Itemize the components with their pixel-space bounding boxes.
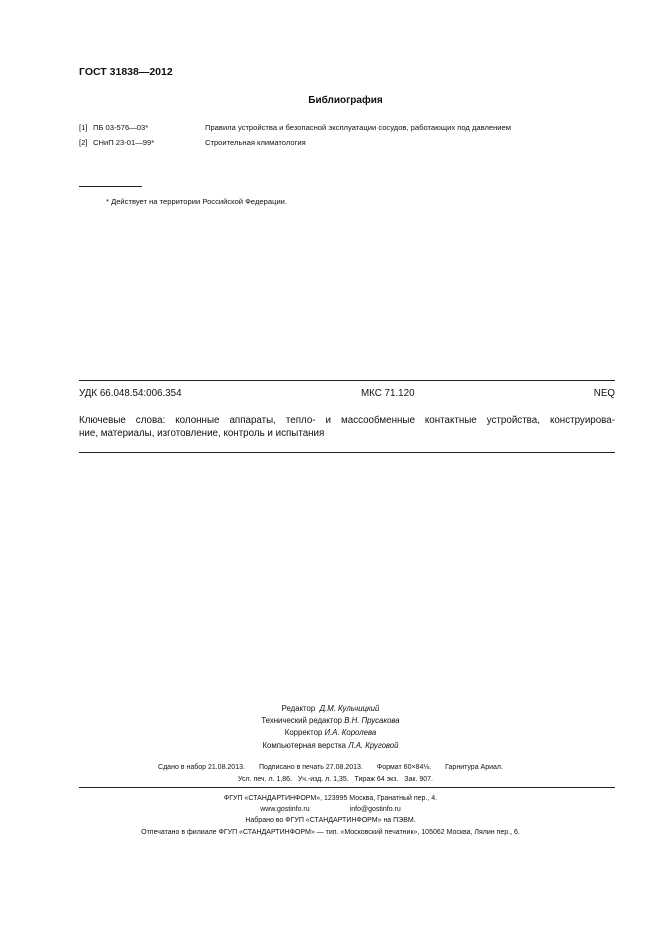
editor-label: Редактор: [281, 704, 316, 713]
layout-line: [0, 740, 661, 752]
layout-label: Компьютерная верстка: [262, 740, 347, 750]
bibliography-item-title: Правила устройства и безопасной эксплуатации сосудов, работающих под давлением: [205, 123, 511, 132]
footnote-divider: [79, 186, 142, 187]
corrector-label: Корректор: [284, 728, 323, 738]
bibliography-item-code: ПБ 03-576—03*: [93, 123, 149, 132]
publisher-website: www.gostinfo.ru: [260, 806, 310, 814]
publisher-contacts: [0, 804, 661, 815]
typeset-info: Набрано во ФГУП «СТАНДАРТИНФОРМ» на ПЭВМ.: [245, 817, 416, 825]
corrector-line: [0, 727, 661, 739]
mks-code: МКС 71.120: [361, 388, 415, 399]
submitted-date: Сдано в набор 21.08.2013.: [158, 764, 245, 771]
tech-editor-line: [0, 715, 661, 727]
bibliography-item: [79, 123, 511, 132]
font-info: Гарнитура Ариал.: [445, 764, 503, 771]
publisher-top-rule: [79, 787, 615, 788]
publisher-address: ФГУП «СТАНДАРТИНФОРМ», 123995 Москва, Гранатный пер., 4.: [223, 795, 438, 802]
credits-block: [0, 703, 661, 752]
circulation: Тираж 64 экз.: [354, 776, 399, 783]
neq-label: NEQ: [593, 388, 615, 399]
print-info-line: [0, 774, 661, 786]
keywords-bottom-rule: [79, 452, 615, 453]
print-info-line: [0, 762, 661, 774]
print-sheets: Усл. печ. л. 1,86.: [238, 776, 292, 783]
bibliography-title: Библиография: [308, 95, 383, 106]
layout-name: Л.А. Круговой: [348, 740, 399, 750]
tech-editor-name: В.Н. Прусакова: [344, 716, 400, 726]
edition-sheets: Уч.-изд. л. 1,35.: [297, 776, 349, 783]
bibliography-item: [79, 138, 306, 147]
bibliography-item-code: СНиП 23-01—99*: [93, 138, 155, 147]
format: Формат 60×84⅛.: [376, 764, 432, 771]
standard-header: ГОСТ 31838—2012: [79, 66, 173, 78]
editor-name: Д.М. Кульчицкий: [319, 704, 380, 713]
keywords: [79, 414, 615, 440]
publisher-block: [0, 793, 661, 838]
footnote: * Действует на территории Российской Федерации.: [106, 197, 288, 206]
bibliography-item-number: [1]: [79, 123, 88, 132]
signed-date: Подписано в печать 27.08.2013.: [258, 764, 363, 771]
editor-line: [0, 703, 661, 715]
order-number: Зак. 907.: [404, 776, 433, 783]
printed-info: Отпечатано в филиале ФГУП «СТАНДАРТИНФОРМ» — тип. «Московский печатник», 105062 Москва, Лялин пер., 6.: [141, 828, 520, 836]
classification-top-rule: [79, 380, 615, 381]
keywords-line: Ключевые слова: колонные аппараты, тепло- и массообменные контактные устройства, конструирова-: [79, 415, 615, 426]
corrector-name: И.А. Королева: [324, 728, 377, 738]
keywords-line: ние, материалы, изготовление, контроль и испытания: [79, 428, 325, 439]
udk-code: УДК 66.048.54:006.354: [79, 388, 182, 399]
bibliography-item-title: Строительная климатология: [205, 138, 306, 147]
bibliography-item-number: [2]: [79, 138, 88, 147]
publisher-email: info@gostinfo.ru: [349, 806, 401, 814]
tech-editor-label: Технический редактор: [261, 716, 343, 726]
